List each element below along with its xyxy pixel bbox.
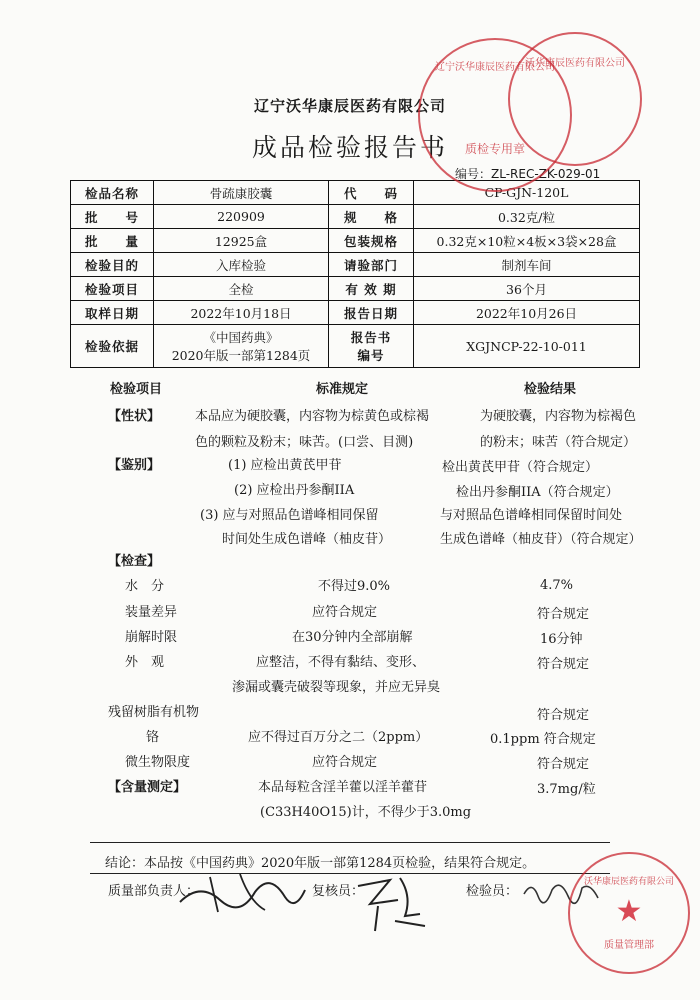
ident-result-1: 检出黄芪甲苷（符合规定） (442, 460, 599, 475)
table-row (71, 277, 640, 301)
report-no-label-1: 报告书 (350, 330, 392, 345)
company-name: 辽宁沃华康辰医药有限公司 (253, 97, 446, 115)
product-name-label: 检品名称 (71, 181, 154, 205)
items-value: 全检 (154, 277, 329, 301)
resin-label: 残留树脂有机物 (108, 705, 200, 720)
ident-standard-2: (2) 应检出丹参酮IIA (234, 483, 355, 498)
check-label: 【检查】 (108, 554, 161, 569)
chrome-label: 铬 (146, 730, 160, 745)
basis-value (154, 325, 329, 368)
ident-label: 【鉴别】 (108, 458, 161, 473)
sample-date-value: 2022年10月18日 (154, 301, 329, 325)
product-name-value: 骨疏康胶囊 (154, 181, 329, 205)
spec-value: 0.32克/粒 (414, 205, 640, 229)
table-row (71, 325, 640, 368)
pack-value: 0.32克×10粒×4板×3袋×28盒 (414, 229, 640, 253)
batch-qty-value: 12925盒 (154, 229, 329, 253)
water-result: 4.7% (540, 578, 574, 593)
dept-label: 请验部门 (329, 253, 414, 277)
code-label: 代 码 (329, 181, 414, 205)
sample-date-label: 取样日期 (71, 301, 154, 325)
reviewer-label: 复核员： (312, 884, 365, 899)
micro-label: 微生物限度 (125, 755, 191, 770)
batch-no-label: 批 号 (71, 205, 154, 229)
inspector-label: 检验员： (466, 884, 519, 899)
table-row (71, 181, 640, 205)
validity-label: 有 效 期 (329, 277, 414, 301)
traits-label: 【性状】 (108, 409, 161, 424)
assay-label: 【含量测定】 (108, 780, 187, 795)
weight-standard: 应符合规定 (312, 605, 378, 620)
traits-result-2: 的粉末；味苦（符合规定） (480, 435, 637, 450)
traits-standard-2: 色的颗粒及粉末；味苦。(口尝、目测) (195, 435, 414, 450)
water-standard: 不得过9.0% (318, 579, 391, 594)
weight-result: 符合规定 (537, 607, 590, 622)
appear-standard-1: 应整洁，不得有黏结、变形、 (256, 655, 426, 670)
ident-result-2: 检出丹参酮IIA（符合规定） (456, 485, 619, 500)
seal-bottom-text: 沃华康辰医药有限公司 (583, 877, 674, 887)
seal-top-subtext: 质检专用章 (464, 142, 525, 156)
basis-line-1: 《中国药典》 (203, 330, 279, 345)
col-header-standard: 标准规定 (316, 382, 369, 397)
chrome-result: 0.1ppm 符合规定 (490, 732, 596, 747)
disint-result: 16分钟 (540, 632, 583, 647)
chrome-standard: 应不得过百万分之二（2ppm） (248, 730, 429, 745)
table-row (71, 301, 640, 325)
dept-value: 制剂车间 (414, 253, 640, 277)
report-no-label (329, 325, 414, 368)
water-label: 水 分 (125, 579, 165, 594)
document-number: 编号：ZL-REC-ZK-029-01 (455, 167, 601, 181)
report-no-value: XGJNCP-22-10-011 (414, 325, 640, 368)
items-label: 检验项目 (71, 277, 154, 301)
appear-result: 符合规定 (537, 657, 590, 672)
validity-value: 36个月 (414, 277, 640, 301)
micro-result: 符合规定 (537, 757, 590, 772)
spec-label: 规 格 (329, 205, 414, 229)
micro-standard: 应符合规定 (312, 755, 378, 770)
ident-result-3b: 生成色谱峰（柚皮苷）（符合规定） (440, 532, 642, 547)
qa-head-label: 质量部负责人： (108, 884, 200, 899)
appear-label: 外 观 (125, 655, 165, 670)
weight-label: 装量差异 (125, 605, 178, 620)
document-title: 成品检验报告书 (251, 133, 448, 162)
seal-right-text: 沃华康辰医药有限公司 (525, 58, 625, 69)
appear-standard-2: 渗漏或囊壳破裂等现象，并应无异臭 (232, 680, 441, 695)
table-row (71, 205, 640, 229)
batch-qty-label: 批 量 (71, 229, 154, 253)
purpose-label: 检验目的 (71, 253, 154, 277)
seal-star-icon: ★ (615, 894, 643, 929)
disint-standard: 在30分钟内全部崩解 (292, 630, 413, 645)
purpose-value: 入库检验 (154, 253, 329, 277)
table-row (71, 253, 640, 277)
conclusion: 结论：本品按《中国药典》2020年版一部第1284页检验，结果符合规定。 (105, 856, 536, 871)
reviewer-signature (350, 866, 430, 936)
resin-result: 符合规定 (537, 708, 590, 723)
code-value: CP-GJN-120L (414, 181, 640, 205)
assay-standard-1: 本品每粒含淫羊藿以淫羊藿苷 (258, 780, 428, 795)
basis-line-2: 2020年版一部第1284页 (171, 348, 311, 363)
traits-result-1: 为硬胶囊，内容物为棕褐色 (480, 409, 637, 424)
ident-standard-1: (1) 应检出黄芪甲苷 (228, 458, 342, 473)
info-table (70, 180, 640, 368)
traits-standard-1: 本品应为硬胶囊，内容物为棕黄色或棕褐 (195, 409, 430, 424)
report-date-value: 2022年10月26日 (414, 301, 640, 325)
col-header-result: 检验结果 (524, 382, 577, 397)
batch-no-value: 220909 (154, 205, 329, 229)
report-no-label-2: 编号 (357, 348, 385, 363)
table-row (71, 229, 640, 253)
quality-seal-bottom (568, 852, 690, 974)
assay-standard-2: (C33H40O15)计，不得少于3.0mg (260, 805, 472, 820)
seal-top-text: 辽宁沃华康辰医药有限公司 (435, 62, 555, 73)
report-date-label: 报告日期 (329, 301, 414, 325)
ident-standard-3b: 时间处生成色谱峰（柚皮苷） (222, 532, 392, 547)
basis-label: 检验依据 (71, 325, 154, 368)
company-seal-right (508, 32, 642, 166)
ident-standard-3a: (3) 应与对照品色谱峰相同保留 (200, 508, 379, 523)
col-header-item: 检验项目 (110, 382, 163, 397)
qa-head-signature (170, 862, 310, 922)
ident-result-3a: 与对照品色谱峰相同保留时间处 (440, 508, 623, 523)
pack-label: 包装规格 (329, 229, 414, 253)
disint-label: 崩解时限 (125, 630, 178, 645)
assay-result: 3.7mg/粒 (537, 782, 596, 797)
seal-bottom-subtext: 质量管理部 (604, 940, 654, 951)
divider-top (90, 842, 610, 843)
